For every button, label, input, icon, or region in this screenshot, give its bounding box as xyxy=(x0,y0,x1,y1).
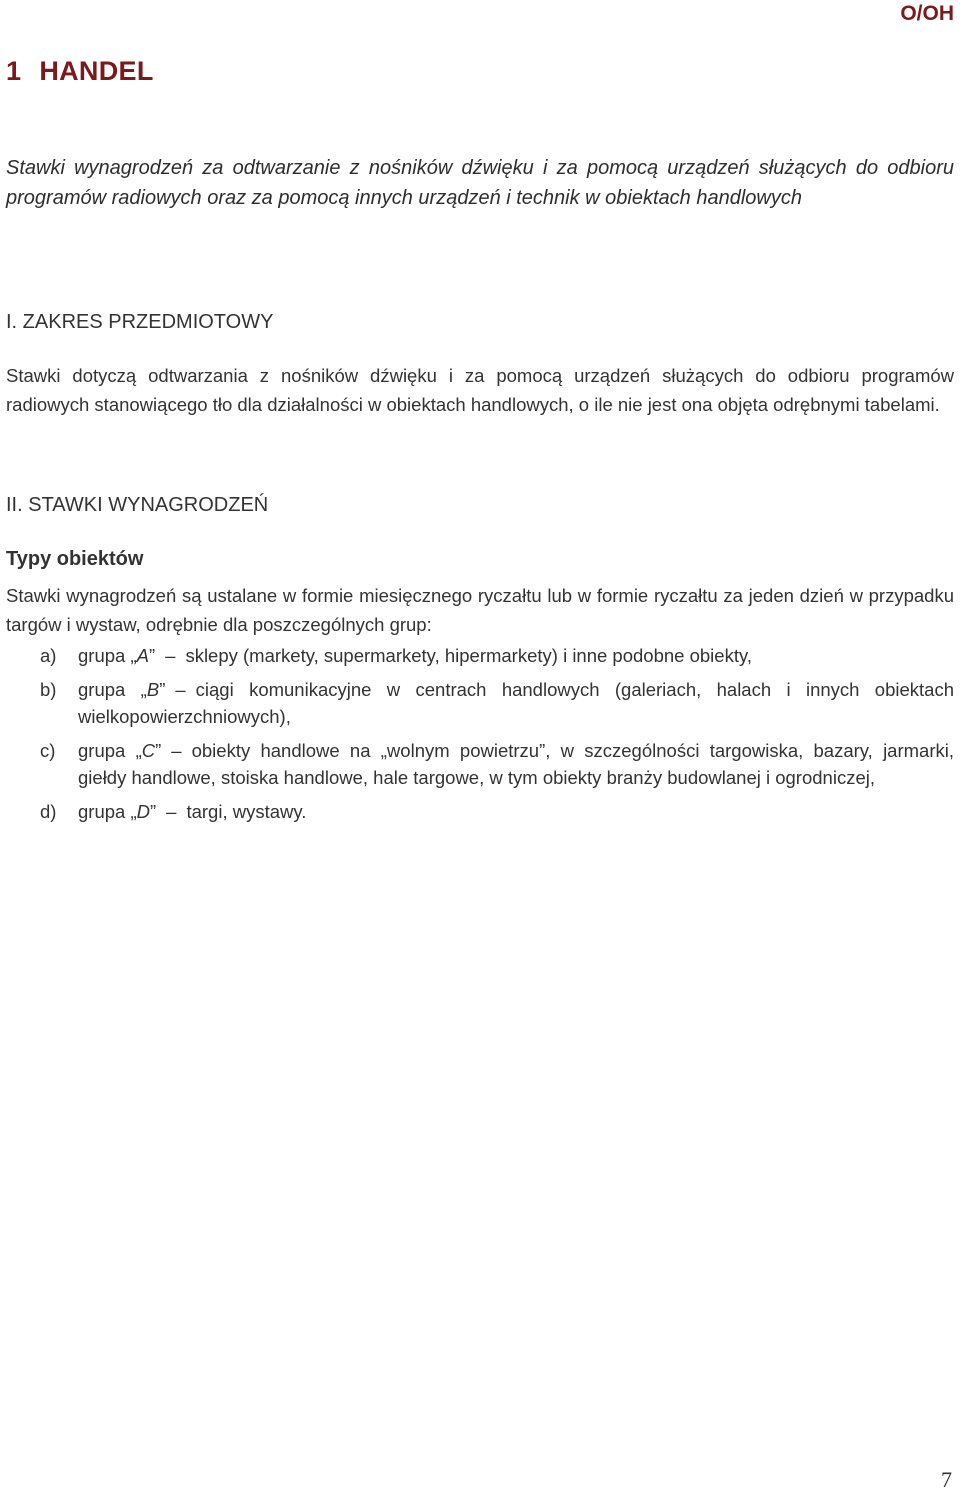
header-code: O/OH xyxy=(900,2,954,25)
group-label: grupa „D” xyxy=(78,801,157,822)
list-item-group-a: a) grupa „A” – sklepy (markety, supermarkety, hipermarkety) i inne podobne obiekty, xyxy=(6,642,954,669)
section-subheading-object-types: Typy obiektów xyxy=(6,548,144,570)
list-marker: a) xyxy=(40,645,57,666)
list-marker: b) xyxy=(40,679,57,700)
scope-paragraph: Stawki dotyczą odtwarzania z nośników dźwięku i za pomocą urządzeń służących do odbioru programów radiowych stanowiącego tło dla działalności w obiektach handlowych, o ile nie jest ona objęta odrębnymi tabelami. xyxy=(6,365,954,415)
section-heading-rates: II. STAWKI WYNAGRODZEŃ xyxy=(6,494,269,516)
group-list xyxy=(6,642,954,832)
group-description: obiekty handlowe na „wolnym powietrzu”, w szczególności targowiska, bazary, jarmarki, giełdy handlowe, stoiska handlowe, hale targowe, w tym obiekty branży budowlanej i ogrodniczej, xyxy=(78,740,954,788)
group-label: grupa „B” xyxy=(78,679,166,700)
chapter-title-text: HANDEL xyxy=(39,56,154,86)
group-letter: B xyxy=(146,679,160,700)
chapter-number: 1 xyxy=(6,56,22,86)
group-letter: C xyxy=(141,740,156,761)
page-number: 7 xyxy=(941,1467,952,1492)
chapter-title xyxy=(6,56,154,87)
group-label: grupa „C” xyxy=(78,740,162,761)
group-label: grupa „A” xyxy=(78,645,156,666)
group-description: targi, wystawy. xyxy=(186,801,307,822)
list-item-group-c: c) grupa „C” – obiekty handlowe na „wolnym powietrzu”, w szczególności targowiska, bazary, jarmarki, giełdy handlowe, stoiska handlowe, hale targowe, w tym obiekty branży budowlanej i ogrodniczej, xyxy=(6,737,954,791)
group-description: ciągi komunikacyjne w centrach handlowych (galeriach, halach i innych obiektach wielkopowierzchniowych), xyxy=(78,679,954,727)
list-marker: c) xyxy=(40,740,56,761)
rates-paragraph: Stawki wynagrodzeń są ustalane w formie miesięcznego ryczałtu lub w formie ryczałtu za jeden dzień w przypadku targów i wystaw, odrębnie dla poszczególnych grup: xyxy=(6,585,954,635)
list-marker: d) xyxy=(40,801,57,822)
section-heading-scope: I. ZAKRES PRZEDMIOTOWY xyxy=(6,311,274,333)
list-item-group-b: b) grupa „B” – ciągi komunikacyjne w centrach handlowych (galeriach, halach i innych obiektach wielkopowierzchniowych), xyxy=(6,676,954,730)
group-letter: D xyxy=(136,801,150,822)
list-item-group-d: d) grupa „D” – targi, wystawy. xyxy=(6,798,954,825)
document-subtitle: Stawki wynagrodzeń za odtwarzanie z nośników dźwięku i za pomocą urządzeń służących do odbioru programów radiowych oraz za pomocą innych urządzeń i technik w obiektach handlowych xyxy=(6,157,954,209)
group-description: sklepy (markety, supermarkety, hipermarkety) i inne podobne obiekty, xyxy=(185,645,752,666)
group-letter: A xyxy=(136,645,149,666)
